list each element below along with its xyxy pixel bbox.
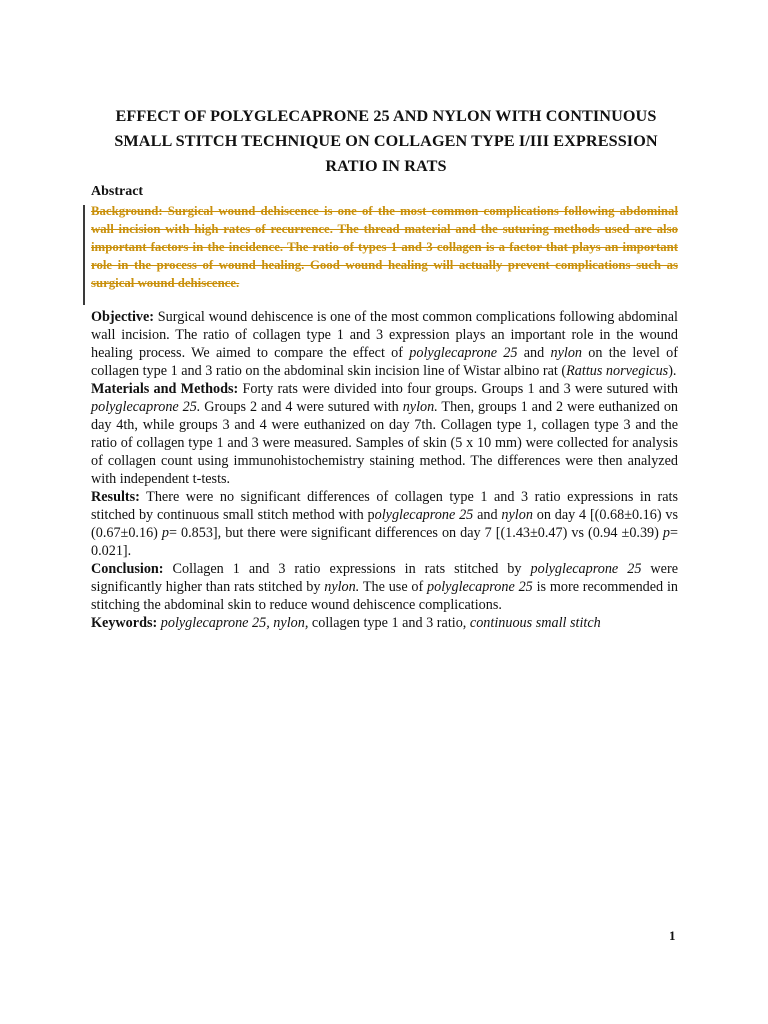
conclusion-text: is more recommended in stitching the abdominal skin to reduce wound dehiscence complications. xyxy=(91,579,678,613)
title-line-2: SMALL STITCH TECHNIQUE ON COLLAGEN TYPE I/III EXPRESSION xyxy=(114,132,658,150)
conclusion-label: Conclusion: xyxy=(91,561,164,577)
methods-label: Materials and Methods: xyxy=(91,381,239,397)
title-line-3: RATIO IN RATS xyxy=(325,157,447,175)
keywords-label: Keywords: xyxy=(91,615,158,631)
results-term: nylon xyxy=(501,507,533,523)
results-text: = 0.021]. xyxy=(91,525,678,559)
methods-term: polyglecaprone 25. xyxy=(91,399,201,415)
results-text: = 0.853], but there were significant differences on day 7 [(1.43±0.47) vs (0.94 ±0.39) xyxy=(169,525,663,541)
conclusion-term: polyglecaprone 25 xyxy=(427,579,533,595)
objective-text: ). xyxy=(668,363,677,379)
results-label: Results: xyxy=(91,489,140,505)
results-paragraph xyxy=(91,488,678,560)
objective-text: on the level of collagen type 1 and 3 ratio on the abdominal skin incision line of Wistar albino rat ( xyxy=(91,345,678,379)
objective-paragraph xyxy=(91,308,678,380)
objective-text: Surgical wound dehiscence is one of the most common complications following abdominal wall incision. The ratio of collagen type 1 and 3 expression plays an important role in the wound healing process. We aimed to compare the effect of xyxy=(91,309,678,361)
objective-text: and xyxy=(517,345,551,361)
page-number: 1 xyxy=(669,928,676,943)
results-term: p xyxy=(161,525,169,541)
keywords-text: collagen type 1 and 3 ratio, xyxy=(308,615,470,631)
results-text: on day 4 [(0.68±0.16) vs (0.67±0.16) xyxy=(91,507,678,541)
conclusion-text: The use of xyxy=(359,579,428,595)
methods-term: nylon. xyxy=(402,399,438,415)
objective-term: nylon xyxy=(550,345,583,361)
methods-text: Forty rats were divided into four groups. Groups 1 and 3 were sutured with xyxy=(238,381,678,397)
methods-text: Groups 2 and 4 were sutured with xyxy=(200,399,403,415)
keywords-term: polyglecaprone 25, nylon, xyxy=(160,615,309,631)
conclusion-paragraph xyxy=(91,560,678,614)
keywords-term: continuous small stitch xyxy=(469,615,601,631)
objective-term: Rattus norvegicus xyxy=(566,363,669,379)
results-text: There were no significant differences of collagen type 1 and 3 ratio expressions in rats stitched by continuous small stitch method with p xyxy=(91,489,678,523)
conclusion-text: Collagen 1 and 3 ratio expressions in rats stitched by xyxy=(163,561,531,577)
keywords-paragraph xyxy=(91,614,678,632)
results-term: p xyxy=(662,525,670,541)
methods-text: Then, groups 1 and 2 were euthanized on day 4th, while groups 3 and 4 were euthanized on day 7th. Collagen type 1, collagen type 3 and the ratio of collagen type 1 and 3 were measured. Samples of skin (5 x 10 mm) were collected for analysis of collagen count using immunohistochemistry staining method. The differences were then analyzed with independent t-tests. xyxy=(91,399,679,487)
deleted-background-paragraph: Background: Surgical wound dehiscence is one of the most common complications following abdominal wall incision with high rates of recurrence. The thread material and the suturing methods used are also important factors in the incidence. The ratio of types 1 and 3 collagen is a factor that plays an important role in the process of wound healing. Good wound healing will actually prevent complications such as surgical wound dehiscence. xyxy=(91,204,678,290)
change-bar xyxy=(83,205,85,305)
paper-title xyxy=(80,104,692,179)
results-term: olyglecaprone 25 xyxy=(374,507,474,523)
abstract-heading: Abstract xyxy=(91,184,144,199)
title-line-1: EFFECT OF POLYGLECAPRONE 25 AND NYLON WITH CONTINUOUS xyxy=(115,107,657,125)
methods-paragraph xyxy=(91,380,678,488)
conclusion-text: were significantly higher than rats stitched by xyxy=(91,561,678,595)
conclusion-term: nylon. xyxy=(324,579,360,595)
objective-term: polyglecaprone 25 xyxy=(409,345,518,361)
objective-label: Objective: xyxy=(91,309,155,325)
conclusion-term: polyglecaprone 25 xyxy=(530,561,642,577)
abstract-body xyxy=(91,308,678,632)
results-text: and xyxy=(473,507,502,523)
